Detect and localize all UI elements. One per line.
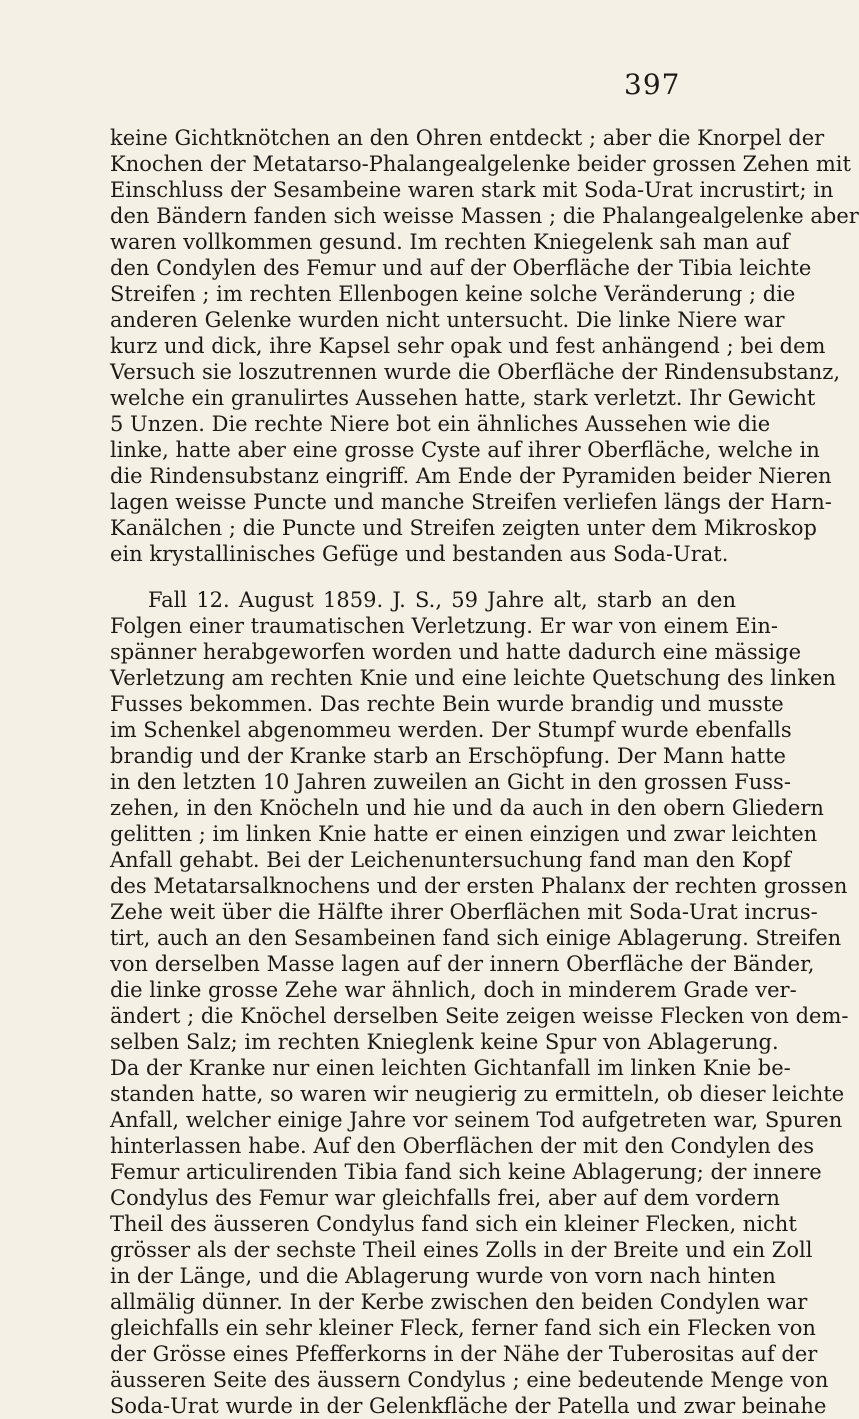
text-line: standen hatte, so waren wir neugierig zu ermitteln, ob dieser leichte	[110, 1082, 845, 1106]
text-line: lagen weisse Puncte und manche Streifen verliefen längs der Harn-	[110, 490, 832, 514]
text-line: Streifen ; im rechten Ellenbogen keine solche Veränderung ; die	[110, 282, 796, 306]
text-line: Versuch sie loszutrennen wurde die Oberfläche der Rindensubstanz,	[110, 360, 841, 384]
text-line: im Schenkel abgenommeu werden. Der Stumpf wurde ebenfalls	[110, 718, 792, 742]
text-line: Anfall, welcher einige Jahre vor seinem Tod aufgetreten war, Spuren	[110, 1108, 843, 1132]
text-line: waren vollkommen gesund. Im rechten Kniegelenk sah man auf	[110, 230, 790, 254]
text-line: Condylus des Femur war gleichfalls frei, aber auf dem vordern	[110, 1186, 780, 1210]
text-line: ändert ; die Knöchel derselben Seite zeigen weisse Flecken von dem-	[110, 1004, 849, 1028]
text-line: Soda-Urat wurde in der Gelenkfläche der Patella und zwar beinahe	[110, 1394, 827, 1418]
text-line: selben Salz; im rechten Knieglenk keine Spur von Ablagerung.	[110, 1030, 779, 1054]
text-line: anderen Gelenke wurden nicht untersucht. Die linke Niere war	[110, 308, 785, 332]
text-line: gelitten ; im linken Knie hatte er einen einzigen und zwar leichten	[110, 822, 818, 846]
text-line: in den letzten 10 Jahren zuweilen an Gicht in den grossen Fuss-	[110, 770, 791, 794]
text-line: die Rindensubstanz eingriff. Am Ende der Pyramiden beider Nieren	[110, 464, 832, 488]
text-line: brandig und der Kranke starb an Erschöpfung. Der Mann hatte	[110, 744, 786, 768]
text-line: Anfall gehabt. Bei der Leichenuntersuchung fand man den Kopf	[110, 848, 791, 872]
text-line: linke, hatte aber eine grosse Cyste auf ihrer Oberfläche, welche in	[110, 438, 820, 462]
text-line: Verletzung am rechten Knie und eine leichte Quetschung des linken	[110, 666, 836, 690]
text-line: Femur articulirenden Tibia fand sich keine Ablagerung; der innere	[110, 1160, 822, 1184]
text-line: Theil des äusseren Condylus fand sich ein kleiner Flecken, nicht	[110, 1212, 797, 1236]
text-line: des Metatarsalknochens und der ersten Phalanx der rechten grossen	[110, 874, 848, 898]
text-line: Knochen der Metatarso-Phalangealgelenke beider grossen Zehen mit	[110, 152, 851, 176]
text-line: den Condylen des Femur und auf der Oberfläche der Tibia leichte	[110, 256, 812, 280]
text-line: Folgen einer traumatischen Verletzung. Er war von einem Ein-	[110, 614, 778, 638]
text-line: Fusses bekommen. Das rechte Bein wurde brandig und musste	[110, 692, 784, 716]
paragraph-1	[110, 125, 859, 567]
text-line: grösser als der sechste Theil eines Zolls in der Breite und ein Zoll	[110, 1238, 813, 1262]
text-line: den Bändern fanden sich weisse Massen ; die Phalangealgelenke aber	[110, 204, 859, 228]
text-line: spänner herabgeworfen worden und hatte dadurch eine mässige	[110, 640, 802, 664]
text-line: tirt, auch an den Sesambeinen fand sich einige Ablagerung. Streifen	[110, 926, 842, 950]
body-text	[110, 125, 859, 1419]
text-line: äusseren Seite des äussern Condylus ; eine bedeutende Menge von	[110, 1368, 829, 1392]
text-line: Fall 12. August 1859. J. S., 59 Jahre alt, starb an den	[148, 588, 736, 612]
text-line: welche ein granulirtes Aussehen hatte, stark verletzt. Ihr Gewicht	[110, 386, 816, 410]
text-line: hinterlassen habe. Auf den Oberflächen der mit den Condylen des	[110, 1134, 815, 1158]
text-line: allmälig dünner. In der Kerbe zwischen den beiden Condylen war	[110, 1290, 808, 1314]
text-line: gleichfalls ein sehr kleiner Fleck, ferner fand sich ein Flecken von	[110, 1316, 816, 1340]
page-number: 397	[624, 68, 681, 101]
text-line: Kanälchen ; die Puncte und Streifen zeigten unter dem Mikroskop	[110, 516, 817, 540]
text-line: Da der Kranke nur einen leichten Gichtanfall im linken Knie be-	[110, 1056, 791, 1080]
text-line: in der Länge, und die Ablagerung wurde von vorn nach hinten	[110, 1264, 776, 1288]
text-line: der Grösse eines Pfefferkorns in der Nähe der Tuberositas auf der	[110, 1342, 818, 1366]
text-line: ein krystallinisches Gefüge und bestanden aus Soda-Urat.	[110, 542, 729, 566]
text-line: Zehe weit über die Hälfte ihrer Oberflächen mit Soda-Urat incrus-	[110, 900, 818, 924]
paragraph-2	[110, 587, 849, 1419]
paragraph-gap	[110, 567, 736, 587]
text-line: keine Gichtknötchen an den Ohren entdeckt ; aber die Knorpel der	[110, 126, 825, 150]
text-line: kurz und dick, ihre Kapsel sehr opak und fest anhängend ; bei dem	[110, 334, 826, 358]
text-line: 5 Unzen. Die rechte Niere bot ein ähnliches Aussehen wie die	[110, 412, 771, 436]
text-line: zehen, in den Knöcheln und hie und da auch in den obern Gliedern	[110, 796, 824, 820]
text-line: von derselben Masse lagen auf der innern Oberfläche der Bänder,	[110, 952, 815, 976]
text-line: die linke grosse Zehe war ähnlich, doch in minderem Grade ver-	[110, 978, 797, 1002]
paragraph-container	[110, 125, 859, 1419]
text-line: Einschluss der Sesambeine waren stark mit Soda-Urat incrustirt; in	[110, 178, 834, 202]
